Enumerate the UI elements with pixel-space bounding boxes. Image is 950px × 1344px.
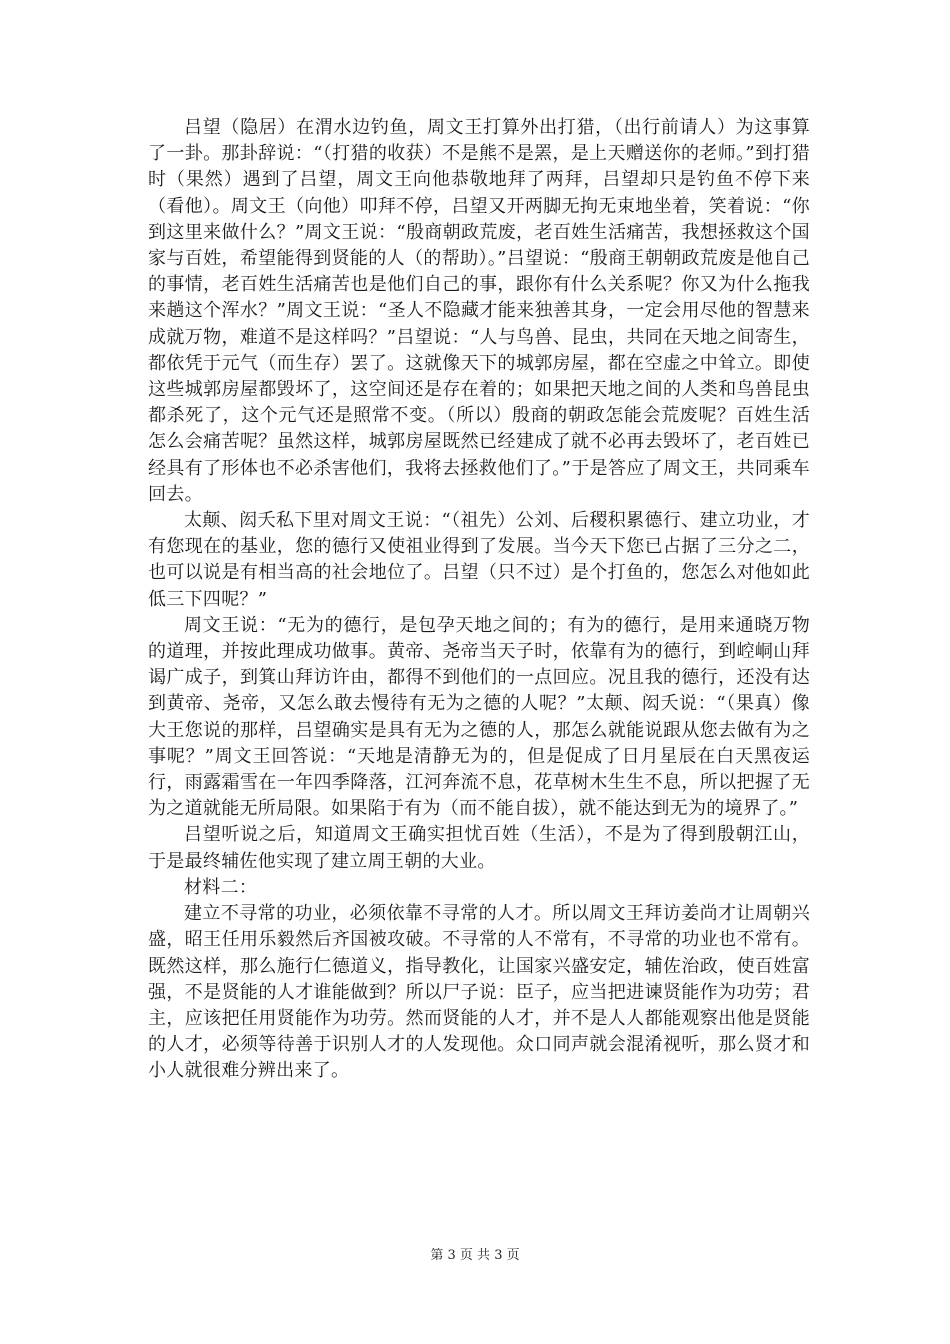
translation-text-body	[148, 115, 810, 1085]
paragraph-taidian-hongyao: 太颠、闳夭私下里对周文王说：“（祖先）公刘、后稷积累德行、建立功业，才有您现在的基业，您的德行又使祖业得到了发展。当今天下您已占据了三分之二，也可以说是有相当高的社会地位了。吕望（只不过）是个打鱼的，您怎么对他如此低三下四呢？”	[148, 510, 810, 610]
paragraph-lu-wang-fishing: 吕望（隐居）在渭水边钓鱼，周文王打算外出打猎，（出行前请人）为这事算了一卦。那卦辞说：“（打猎的收获）不是熊不是罴，是上天赠送你的老师。”到打猎时（果然）遇到了吕望，周文王向他恭敬地拜了两拜，吕望却只是钓鱼不停下来（看他）。周文王（向他）叩拜不停，吕望又开两脚无拘无束地坐着，笑着说：“你到这里来做什么？”周文王说：“殷商朝政荒废，老百姓生活痛苦，我想拯救这个国家与百姓，希望能得到贤能的人（的帮助）。”吕望说：“殷商王朝朝政荒废是他自己的事情，老百姓生活痛苦也是他们自己的事，跟你有什么关系呢？你又为什么拖我来趟这个浑水？”周文王说：“圣人不隐藏才能来独善其身，一定会用尽他的智慧来成就万物，难道不是这样吗？”吕望说：“人与鸟兽、昆虫，共同在天地之间寄生，都依凭于元气（而生存）罢了。这就像天下的城郭房屋，都在空虚之中耸立。即使这些城郭房屋都毁坏了，这空间还是存在着的；如果把天地之间的人类和鸟兽昆虫都杀死了，这个元气还是照常不变。（所以）殷商的朝政怎能会荒废呢？百姓生活怎么会痛苦呢？虽然这样，城郭房屋既然已经建成了就不必再去毁坏了，老百姓已经具有了形体也不必杀害他们，我将去拯救他们了。”于是答应了周文王，共同乘车回去。	[148, 117, 810, 505]
paragraph-wenwang-reply: 周文王说：“无为的德行，是包孕天地之间的；有为的德行，是用来通晓万物的道理，并按此理成功做事。黄帝、尧帝当天子时，依靠有为的德行，到崆峒山拜谒广成子，到箕山拜访许由，都得不到他们的一点回应。况且我的德行，还没有达到黄帝、尧帝，又怎么敢去慢待有无为之德的人呢？”太颠、闳夭说：“（果真）像大王您说的那样，吕望确实是具有无为之德的人，那怎么就能说跟从您去做有为之事呢？”周文王回答说：“天地是清静无为的，但是促成了日月星辰在白天黑夜运行，雨露霜雪在一年四季降落，江河奔流不息，花草树木生生不息，所以把握了无为之道就能无所局限。如果陷于有为（而不能自拔），就不能达到无为的境界了。”	[148, 614, 810, 820]
paragraph-lu-wang-assists: 吕望听说之后，知道周文王确实担忧百姓（生活），不是为了得到殷朝江山，于是最终辅佐他实现了建立周王朝的大业。	[148, 824, 810, 872]
section-heading-material-two: 材料二：	[184, 876, 258, 898]
paragraph-material-two: 建立不寻常的功业，必须依靠不寻常的人才。所以周文王拜访姜尚才让周朝兴盛，昭王任用乐毅然后齐国被攻破。不寻常的人不常有，不寻常的功业也不常有。既然这样，那么施行仁德道义，指导教化，让国家兴盛安定，辅佐治政，使百姓富强，不是贤能的人才谁能做到？所以尸子说：臣子，应当把进谏贤能作为功劳；君主，应该把任用贤能作为功劳。然而贤能的人才，并不是人人都能观察出他是贤能的人才，必须等待善于识别人才的人发现他。众口同声就会混淆视听，那么贤才和小人就很难分辨出来了。	[148, 903, 810, 1082]
page-number-footer: 第 3 页 共 3 页	[430, 1248, 520, 1263]
